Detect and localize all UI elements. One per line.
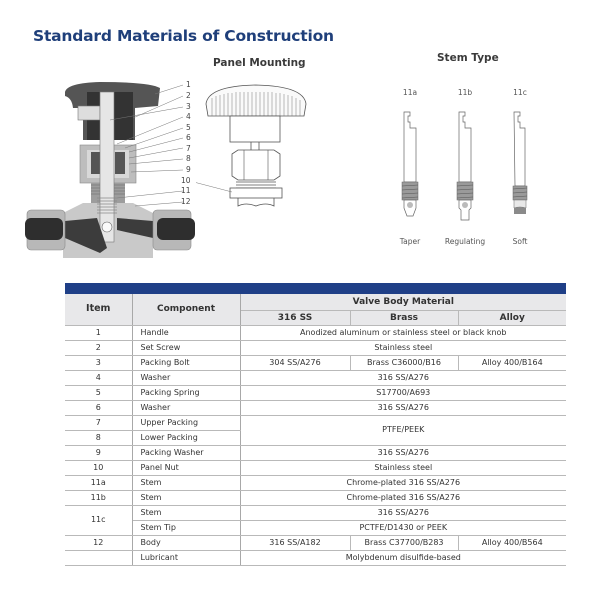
material-316ss-cell: 304 SS/A276 bbox=[240, 355, 350, 370]
stem-11c-icon bbox=[510, 110, 530, 225]
material-cell: Anodized aluminum or stainless steel or black knob bbox=[240, 325, 566, 340]
item-cell: 11c bbox=[65, 505, 132, 535]
panel-mounting-title: Panel Mounting bbox=[213, 57, 306, 69]
table-row bbox=[65, 505, 566, 520]
table-row bbox=[65, 340, 566, 355]
material-cell: Stainless steel bbox=[240, 460, 566, 475]
table-row bbox=[65, 460, 566, 475]
component-cell: Stem bbox=[132, 505, 240, 520]
table-row bbox=[65, 385, 566, 400]
item-cell: 3 bbox=[65, 355, 132, 370]
component-cell: Stem bbox=[132, 490, 240, 505]
table-row bbox=[65, 550, 566, 565]
table-row bbox=[65, 490, 566, 505]
component-cell: Lubricant bbox=[132, 550, 240, 565]
stem-11b-icon bbox=[455, 110, 475, 225]
table-row bbox=[65, 370, 566, 385]
component-cell: Body bbox=[132, 535, 240, 550]
material-alloy-cell: Alloy 400/B564 bbox=[458, 535, 566, 550]
item-cell: 2 bbox=[65, 340, 132, 355]
material-cell: 316 SS/A276 bbox=[240, 505, 566, 520]
material-316ss-cell: 316 SS/A182 bbox=[240, 535, 350, 550]
stem-label-taper: Taper bbox=[399, 237, 421, 246]
component-cell: Upper Packing bbox=[132, 415, 240, 430]
item-cell: 8 bbox=[65, 430, 132, 445]
material-cell: PCTFE/D1430 or PEEK bbox=[240, 520, 566, 535]
item-cell: 5 bbox=[65, 385, 132, 400]
header-alloy: Alloy bbox=[458, 310, 566, 325]
table-row bbox=[65, 400, 566, 415]
item-cell: 12 bbox=[65, 535, 132, 550]
header-valve-body-material: Valve Body Material bbox=[240, 294, 566, 310]
material-cell: Chrome-plated 316 SS/A276 bbox=[240, 475, 566, 490]
stem-11a-icon bbox=[400, 110, 420, 225]
item-cell: 7 bbox=[65, 415, 132, 430]
table-row bbox=[65, 445, 566, 460]
component-cell: Set Screw bbox=[132, 340, 240, 355]
table-header-band bbox=[65, 283, 566, 294]
material-cell: 316 SS/A276 bbox=[240, 445, 566, 460]
valve-cutaway-diagram bbox=[25, 78, 210, 263]
item-cell: 4 bbox=[65, 370, 132, 385]
header-component: Component bbox=[132, 294, 240, 325]
page-title: Standard Materials of Construction bbox=[33, 27, 334, 45]
table-row bbox=[65, 415, 566, 430]
callout-10: 10 bbox=[181, 176, 191, 185]
material-alloy-cell: Alloy 400/B164 bbox=[458, 355, 566, 370]
item-cell: 6 bbox=[65, 400, 132, 415]
callout-6: 6 bbox=[186, 133, 191, 142]
component-cell: Panel Nut bbox=[132, 460, 240, 475]
stem-code-11c: 11c bbox=[513, 88, 527, 97]
callout-7: 7 bbox=[186, 144, 191, 153]
component-cell: Stem bbox=[132, 475, 240, 490]
callout-4: 4 bbox=[186, 112, 191, 121]
header-item: Item bbox=[65, 294, 132, 325]
callout-9: 9 bbox=[186, 165, 191, 174]
item-cell: 11b bbox=[65, 490, 132, 505]
item-cell: 10 bbox=[65, 460, 132, 475]
table-row bbox=[65, 475, 566, 490]
callout-5: 5 bbox=[186, 123, 191, 132]
material-cell: Chrome-plated 316 SS/A276 bbox=[240, 490, 566, 505]
table-row bbox=[65, 520, 566, 535]
callout-11: 11 bbox=[181, 186, 191, 195]
table-row bbox=[65, 355, 566, 370]
component-cell: Washer bbox=[132, 370, 240, 385]
material-brass-cell: Brass C36000/B16 bbox=[350, 355, 458, 370]
table-row bbox=[65, 535, 566, 550]
callout-1: 1 bbox=[186, 80, 191, 89]
stem-code-11a: 11a bbox=[402, 88, 418, 97]
callout-3: 3 bbox=[186, 102, 191, 111]
item-cell bbox=[65, 550, 132, 565]
component-cell: Handle bbox=[132, 325, 240, 340]
component-cell: Packing Washer bbox=[132, 445, 240, 460]
material-cell: PTFE/PEEK bbox=[240, 415, 566, 445]
callout-12: 12 bbox=[181, 197, 191, 206]
material-cell: 316 SS/A276 bbox=[240, 370, 566, 385]
material-cell: Stainless steel bbox=[240, 340, 566, 355]
material-cell: Molybdenum disulfide-based bbox=[240, 550, 566, 565]
panel-mounting-diagram bbox=[196, 80, 316, 210]
callout-2: 2 bbox=[186, 91, 191, 100]
stem-code-11b: 11b bbox=[457, 88, 473, 97]
materials-table bbox=[65, 283, 566, 566]
header-316ss: 316 SS bbox=[240, 310, 350, 325]
item-cell: 11a bbox=[65, 475, 132, 490]
table-row bbox=[65, 325, 566, 340]
material-brass-cell: Brass C37700/B283 bbox=[350, 535, 458, 550]
component-cell: Stem Tip bbox=[132, 520, 240, 535]
component-cell: Packing Bolt bbox=[132, 355, 240, 370]
header-brass: Brass bbox=[350, 310, 458, 325]
stem-label-regulating: Regulating bbox=[444, 237, 486, 246]
stem-type-title: Stem Type bbox=[437, 52, 499, 64]
stem-label-soft: Soft bbox=[512, 237, 528, 246]
callout-8: 8 bbox=[186, 154, 191, 163]
component-cell: Lower Packing bbox=[132, 430, 240, 445]
component-cell: Packing Spring bbox=[132, 385, 240, 400]
component-cell: Washer bbox=[132, 400, 240, 415]
material-cell: 316 SS/A276 bbox=[240, 400, 566, 415]
item-cell: 9 bbox=[65, 445, 132, 460]
item-cell: 1 bbox=[65, 325, 132, 340]
material-cell: S17700/A693 bbox=[240, 385, 566, 400]
